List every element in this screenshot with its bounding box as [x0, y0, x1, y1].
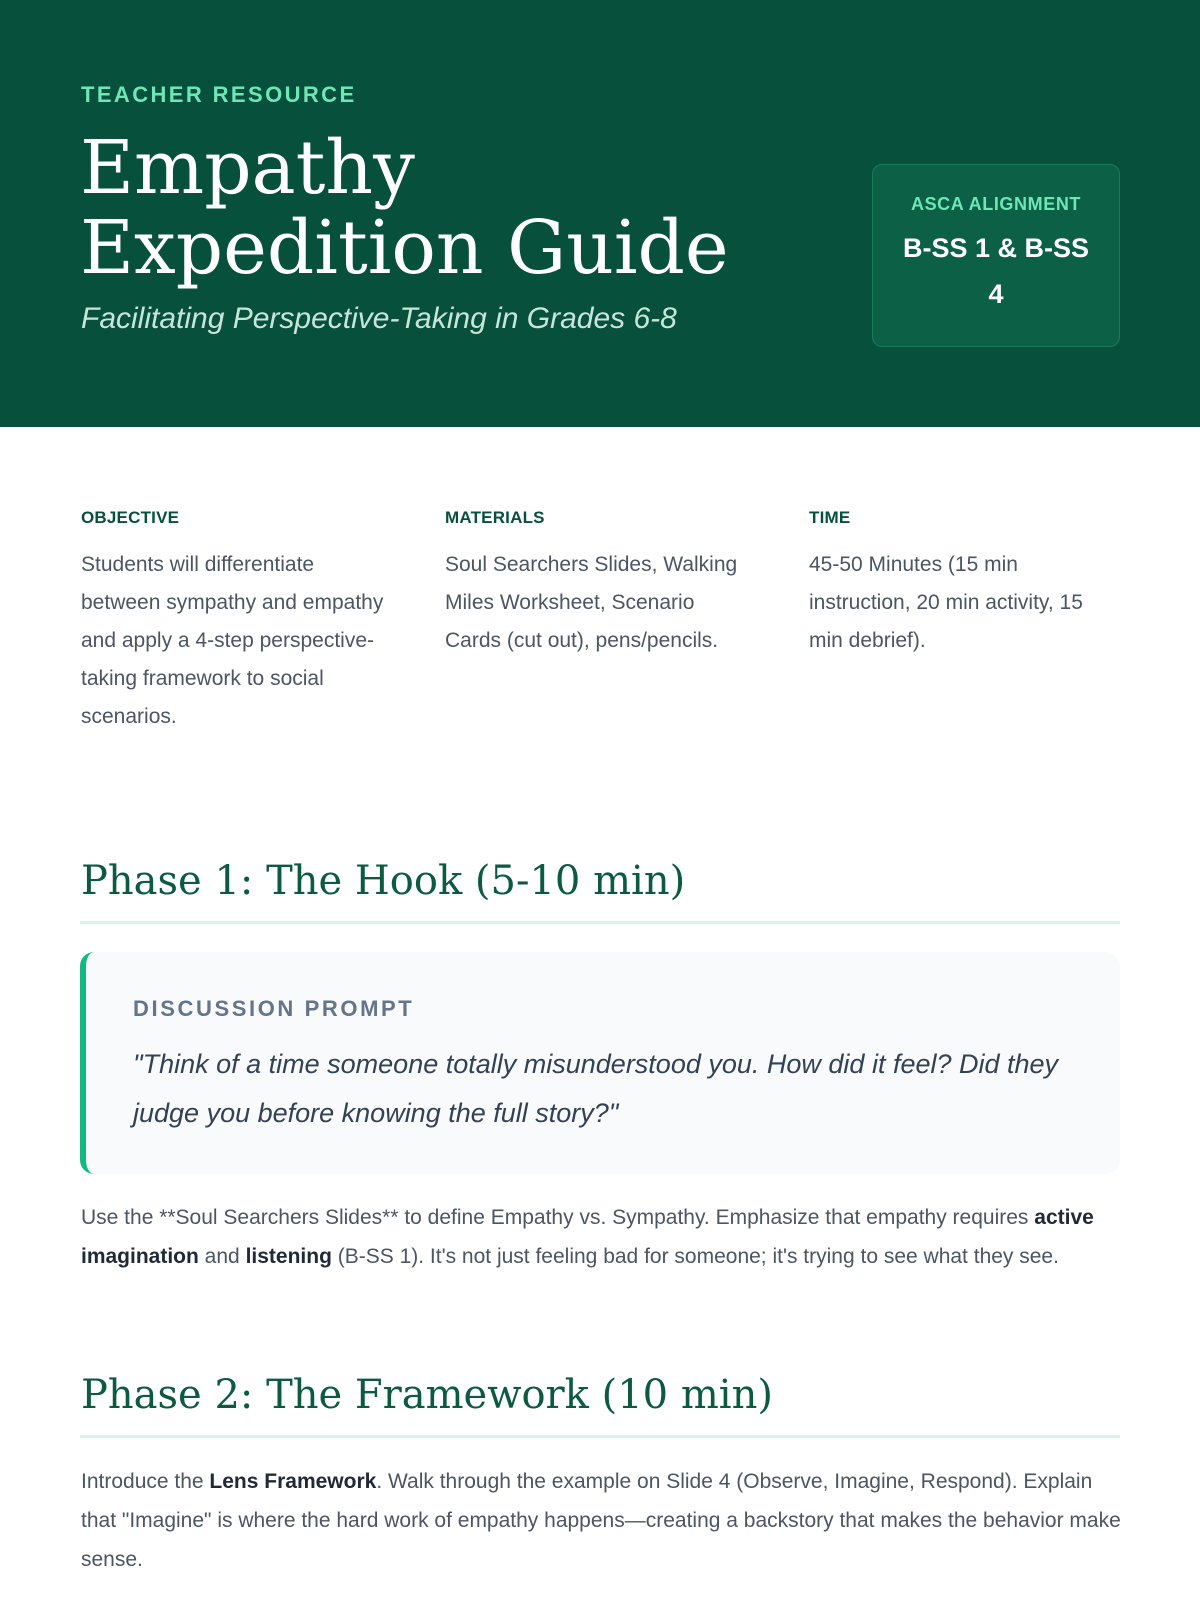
materials-column: [445, 508, 755, 660]
phase2-divider: [80, 1435, 1120, 1438]
phase1-body-part2: and: [198, 1245, 246, 1268]
time-label: TIME: [809, 508, 851, 527]
asca-label: ASCA ALIGNMENT: [910, 194, 1082, 214]
page-title: Empathy Expedition Guide: [80, 125, 729, 291]
asca-alignment-card: [872, 164, 1120, 347]
objective-column: [81, 508, 391, 736]
phase2-body-part2: . Walk through the example on Slide 4 (Observe, Imagine, Respond). Explain that "Imagine" is where the hard work of empathy happens—creating a backstory that makes the behavior make sense.: [81, 1470, 1121, 1571]
header-banner: [0, 0, 1200, 427]
phase1-body-part1: Use the **Soul Searchers Slides** to define Empathy vs. Sympathy. Emphasize that empathy requires: [81, 1206, 1035, 1229]
phase1-body-bold1: active imagination: [81, 1206, 1094, 1268]
asca-value: B-SS 1 & B-SS 4: [902, 233, 1090, 309]
phase2-title: Phase 2: The Framework (10 min): [81, 1372, 773, 1418]
materials-text: Soul Searchers Slides, Walking Miles Worksheet, Scenario Cards (cut out), pens/pencils.: [445, 553, 738, 652]
phase2-body-bold1: Lens Framework: [209, 1470, 377, 1493]
phase1-body-bold2: listening: [245, 1245, 332, 1268]
phase2-body-part1: Introduce the: [81, 1470, 210, 1493]
phase1-title: Phase 1: The Hook (5-10 min): [81, 858, 686, 904]
objective-text: Students will differentiate between sympathy and empathy and apply a 4-step perspective-taking framework to social scenarios.: [81, 553, 384, 728]
time-text: 45-50 Minutes (15 min instruction, 20 min activity, 15 min debrief).: [809, 553, 1083, 652]
phase1-body: [81, 1198, 1121, 1276]
prompt-quote: "Think of a time someone totally misunderstood you. How did it feel? Did they judge you before knowing the full story?": [133, 1049, 1059, 1128]
discussion-prompt-box: [80, 952, 1120, 1174]
prompt-label: DISCUSSION PROMPT: [133, 996, 415, 1021]
phase1-divider: [80, 921, 1120, 924]
page-subtitle: Facilitating Perspective-Taking in Grades 6-8: [81, 302, 677, 335]
eyebrow-label: TEACHER RESOURCE: [81, 82, 357, 107]
materials-label: MATERIALS: [445, 508, 545, 527]
phase2-body: [81, 1462, 1121, 1579]
objective-label: OBJECTIVE: [81, 508, 180, 527]
phase1-body-part3: (B-SS 1). It's not just feeling bad for someone; it's trying to see what they see.: [331, 1245, 1059, 1268]
time-column: [809, 508, 1119, 660]
